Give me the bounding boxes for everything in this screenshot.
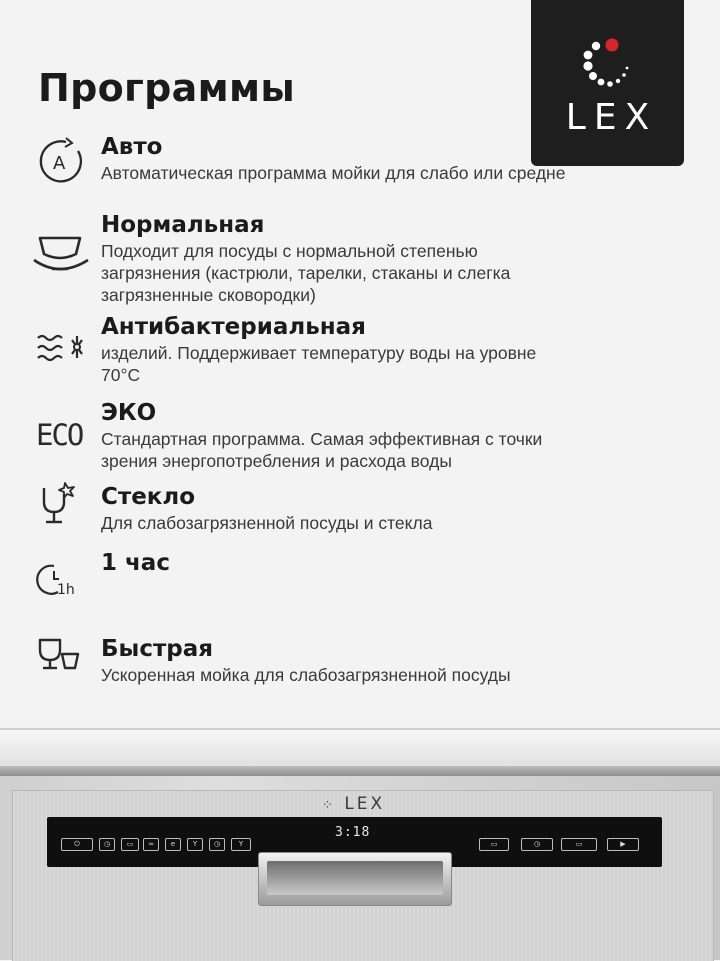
svg-text:1h: 1h [57,582,75,598]
dishwasher-logo: ⁘ LEX [322,794,386,814]
svg-text:A: A [53,153,66,174]
eco-button[interactable]: e [165,838,181,851]
logo-dots-icon [531,0,684,100]
power-button[interactable]: ⏻ [61,838,93,851]
quick-button[interactable]: Y [231,838,251,851]
start-pause-button[interactable]: ▶ [607,838,639,851]
program-description: Ускоренная мойка для слабозагрязненной посуды [101,665,511,685]
quick-icon [32,634,92,684]
program-description: Подходит для посуды с нормальной степенью загрязнения (кастрюли, тарелки, стаканы и слегка загрязненные сковородки) [101,241,511,305]
antibacterial-button[interactable]: ≈ [143,838,159,851]
glass-button[interactable]: Y [187,838,203,851]
program-name: Антибактериальная [101,314,366,340]
bowl-icon [32,232,92,282]
program-name: Авто [101,134,163,160]
program-name: Нормальная [101,212,265,238]
one-hour-button[interactable]: ◷ [209,838,225,851]
eco-icon: ECO [36,418,83,452]
program-name: 1 час [101,550,170,576]
timer-button[interactable]: ◷ [521,838,553,851]
half-load-button[interactable]: ▭ [479,838,509,851]
dishwasher-lip [0,766,720,776]
brand-logo [531,0,684,166]
program-name: Стекло [101,484,196,510]
program-button[interactable]: ▭ [121,838,139,851]
door-handle[interactable] [258,852,452,906]
antibacterial-icon [32,326,92,376]
logo-dots-icon: ⁘ [322,798,336,813]
glass-icon [32,480,92,530]
logo-text: LEX [565,97,658,138]
options-button[interactable]: ▭ [561,838,597,851]
program-description: Стандартная программа. Самая эффективная с точки зрения энергопотребления и расхода воды [101,429,543,471]
program-description: Автоматическая программа мойки для слабо или средне [101,163,566,183]
page-title: Программы [38,66,295,110]
time-display: 3:18 [335,825,371,840]
auto-icon [32,136,92,186]
program-name: Быстрая [101,636,214,662]
program-description: изделий. Поддерживает температуру воды на уровне 70°C [101,343,537,385]
program-description: Для слабозагрязненной посуды и стекла [101,513,433,533]
delay-button[interactable]: ◷ [99,838,115,851]
door-handle-recess [267,861,443,895]
program-name: ЭКО [101,400,157,426]
one-hour-icon [32,558,92,608]
dishwasher-image [0,728,720,960]
